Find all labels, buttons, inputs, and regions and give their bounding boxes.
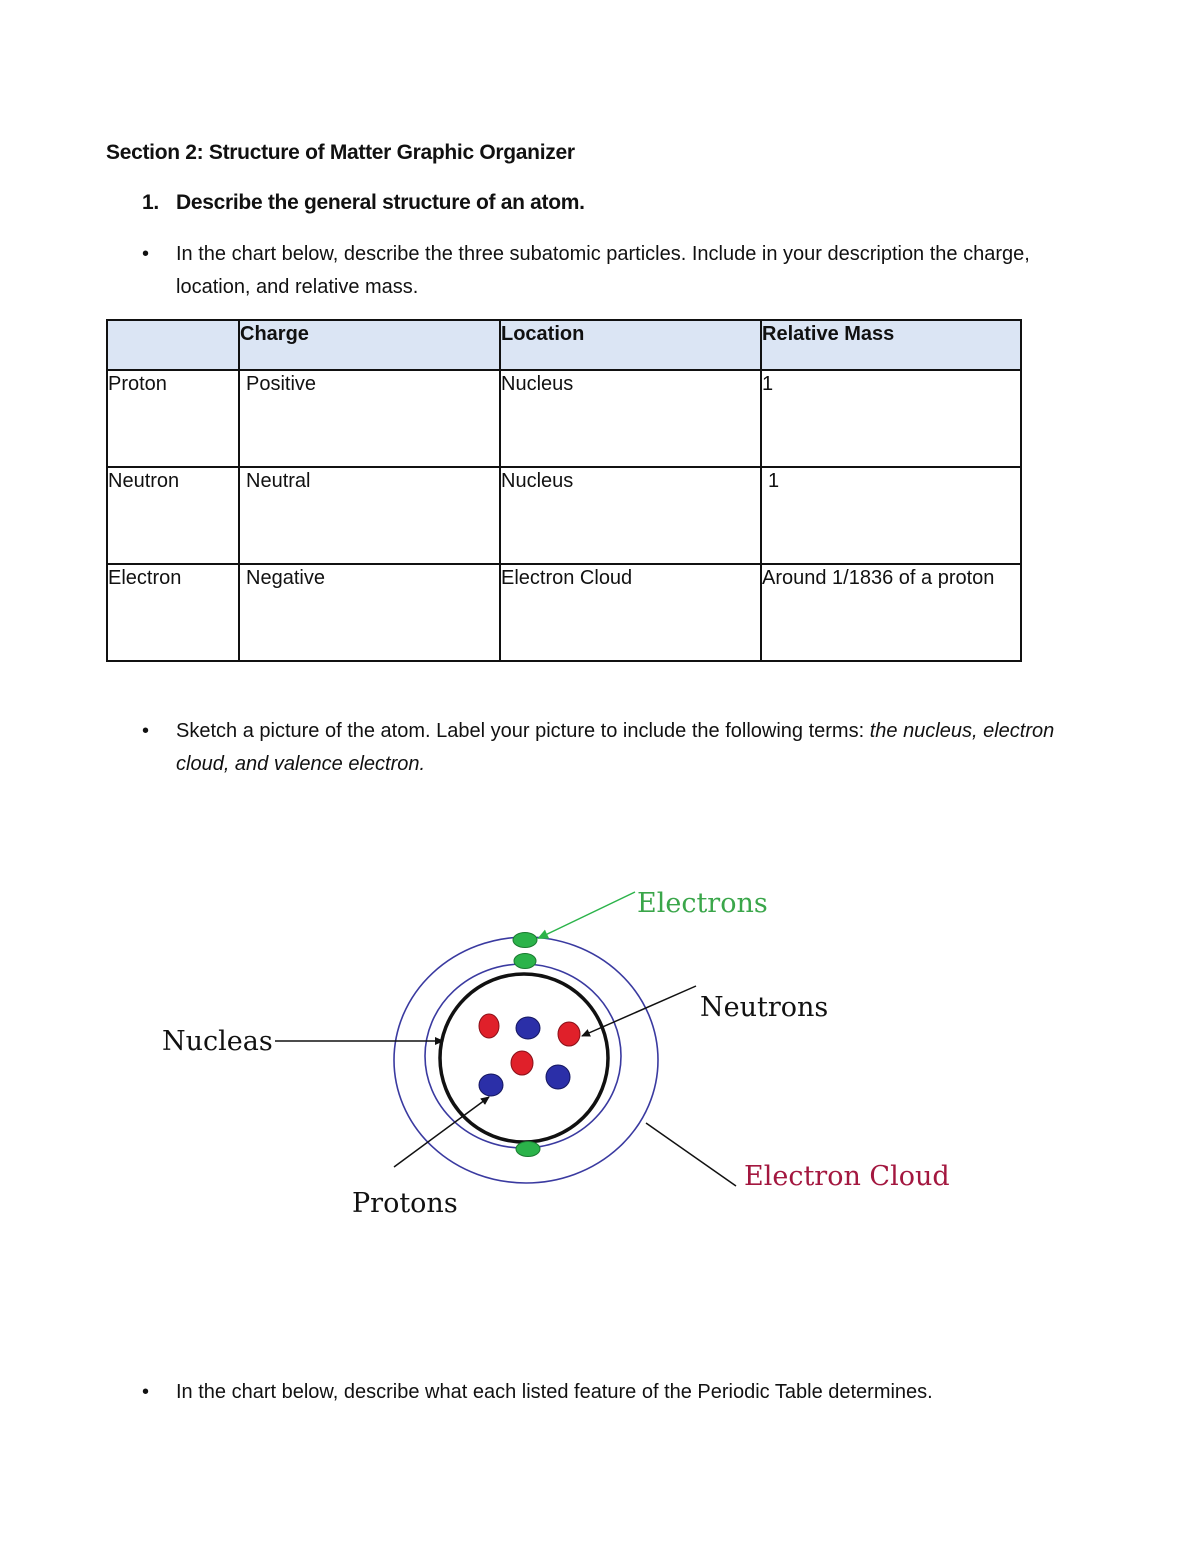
bullet-periodic-intro xyxy=(142,1376,1062,1409)
bullet-sketch-instruction xyxy=(142,715,1062,781)
bullet-chart-intro xyxy=(142,238,1062,304)
bullet-icon: • xyxy=(142,720,150,742)
cloud-leader-line xyxy=(646,1123,736,1186)
proton-dot xyxy=(558,1022,580,1046)
table-header-cell: Charge xyxy=(239,320,500,370)
question-text: Describe the general structure of an atom. xyxy=(176,191,585,214)
table-cell: Nucleus xyxy=(500,467,761,564)
atom-diagram xyxy=(150,870,980,1230)
table-cell: Proton xyxy=(107,370,239,467)
bullet-icon: • xyxy=(142,1381,150,1403)
proton-dot xyxy=(479,1014,499,1038)
electron-cloud-label: Electron Cloud xyxy=(744,1161,950,1192)
table-cell: Nucleus xyxy=(500,370,761,467)
table-header-cell: Location xyxy=(500,320,761,370)
table-header-row xyxy=(107,320,1021,370)
table-cell: Neutral xyxy=(239,467,500,564)
neutrons-label: Neutrons xyxy=(700,992,829,1023)
table-header-cell: Relative Mass xyxy=(761,320,1021,370)
bullet-icon: • xyxy=(142,243,150,265)
table-cell: Negative xyxy=(239,564,500,661)
neutron-dot xyxy=(546,1065,570,1089)
page-title: Section 2: Structure of Matter Graphic Organizer xyxy=(106,141,575,164)
table-row xyxy=(107,370,1021,467)
electron-dot xyxy=(513,933,537,948)
sketch-text: Sketch a picture of the atom. Label your picture to include the following terms: xyxy=(176,720,870,742)
table-row xyxy=(107,564,1021,661)
electrons-arrow xyxy=(539,892,635,938)
nucleus-label: Nucleas xyxy=(162,1026,273,1057)
table-row xyxy=(107,467,1021,564)
neutron-dot xyxy=(516,1017,540,1039)
table-cell: 1 xyxy=(761,467,1021,564)
table-cell: Electron Cloud xyxy=(500,564,761,661)
bullet-text: In the chart below, describe the three subatomic particles. Include in your description the charge, location, and relative mass. xyxy=(176,243,1030,298)
sketch-terms: the nucleus, electron cloud, and valence electron. xyxy=(176,720,1055,775)
question-1 xyxy=(142,191,585,215)
neutron-dot xyxy=(479,1074,503,1096)
electron-dot xyxy=(516,1142,540,1157)
bullet-text: In the chart below, describe what each listed feature of the Periodic Table determines. xyxy=(176,1381,933,1403)
proton-dot xyxy=(511,1051,533,1075)
table-cell: 1 xyxy=(761,370,1021,467)
subatomic-particles-table xyxy=(106,319,1022,662)
protons-label: Protons xyxy=(352,1188,458,1219)
question-number: 1. xyxy=(142,191,159,214)
bullet-text xyxy=(176,715,1062,781)
electrons-label: Electrons xyxy=(637,888,768,919)
table-cell: Positive xyxy=(239,370,500,467)
table-cell: Neutron xyxy=(107,467,239,564)
table-header-cell xyxy=(107,320,239,370)
neutrons-arrow xyxy=(582,986,696,1036)
table-cell: Electron xyxy=(107,564,239,661)
electron-dot xyxy=(514,954,536,969)
table-cell: Around 1/1836 of a proton xyxy=(761,564,1021,661)
